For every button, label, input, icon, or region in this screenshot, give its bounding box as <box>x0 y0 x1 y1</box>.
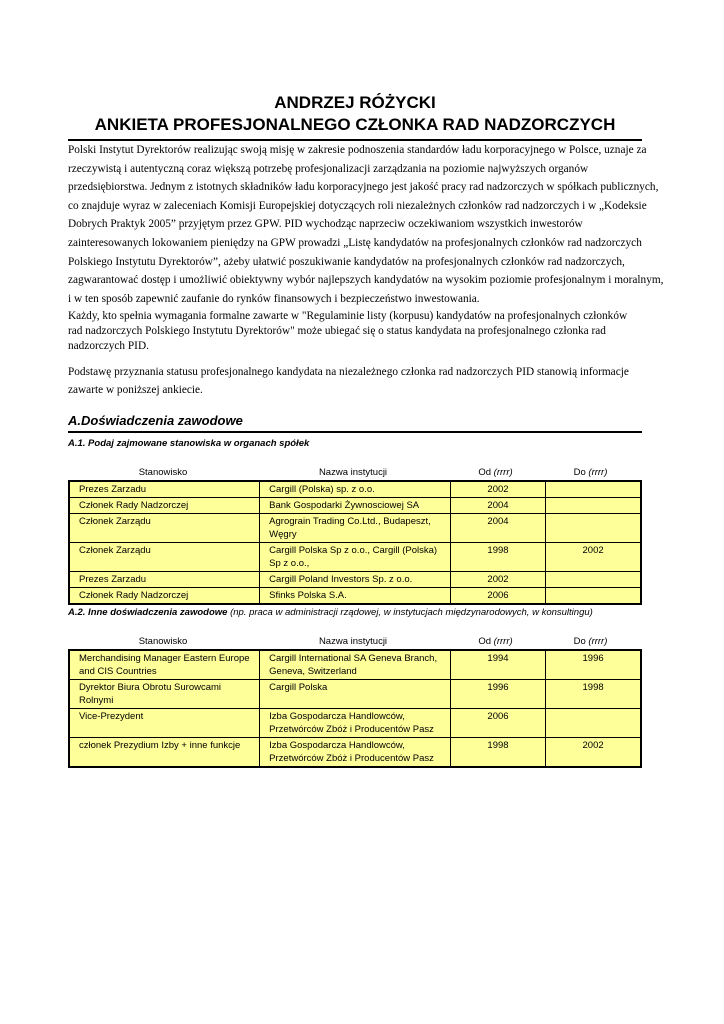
cell-to[interactable] <box>546 514 641 543</box>
eligibility-paragraph: Każdy, kto spełnia wymagania formalne zawarte w "Regulaminie listy (korpusu) kandydatów na profesjonalnych członków rad nadzorczych Polskiego Instytutu Dyrektorów" może ubiegać się o status kandydata na profesjonalnego członka rad nadzorczych PID. <box>68 310 628 353</box>
table-row <box>69 543 641 572</box>
cell-to[interactable] <box>546 481 641 498</box>
a1-header-from: Od (rrrr) <box>478 467 513 479</box>
intro-line: przedsiębiorstwa. Jednym z istotnych składników ładu korporacyjnego jest jakość pracy rad nadzorczych w spółkach publicznych, <box>68 181 659 194</box>
cell-from[interactable]: 2006 <box>450 588 545 605</box>
a1-header-to: Do (rrrr) <box>573 467 608 479</box>
intro-line: co znajduje wyraz w zaleceniach Komisji Europejskiej dotyczących roli niezależnych członków rad nadzorczych i w „Kodeksie <box>68 199 647 212</box>
cell-institution[interactable]: Cargill Poland Investors Sp. z o.o. <box>260 572 451 588</box>
cell-institution[interactable]: Bank Gospodarki Żywnosciowej SA <box>260 498 451 514</box>
intro-line: Polskiego Instytutu Dyrektorów”, ażeby ułatwić poszukiwanie kandydatów na profesjonalnych członków rad nadzorczych, <box>68 255 625 268</box>
intro-line: i w ten sposób zapewnić zaufanie do rynków finansowych i bezpieczeństwo inwestowania. <box>68 292 480 305</box>
intro-line: Dobrych Praktyk 2005” przyjętym przez GPW. PID wychodząc naprzeciw oczekiwaniom wszystkich inwestorów <box>68 218 583 231</box>
cell-institution[interactable]: Agrograin Trading Co.Ltd., Budapeszt, Węgry <box>260 514 451 543</box>
cell-to[interactable] <box>546 709 641 738</box>
a2-header-from: Od (rrrr) <box>478 636 513 648</box>
table-row <box>69 572 641 588</box>
table-row <box>69 650 641 680</box>
cell-from[interactable]: 2006 <box>450 709 545 738</box>
cell-position[interactable]: Prezes Zarzadu <box>69 481 260 498</box>
cell-institution[interactable]: Cargill (Polska) sp. z o.o. <box>260 481 451 498</box>
cell-position[interactable]: Vice-Prezydent <box>69 709 260 738</box>
cell-to[interactable]: 1996 <box>546 650 641 680</box>
cell-to[interactable] <box>546 588 641 605</box>
table-row <box>69 514 641 543</box>
cell-to[interactable]: 2002 <box>546 738 641 768</box>
a2-header-institution: Nazwa instytucji <box>318 636 388 648</box>
table-row <box>69 588 641 605</box>
cell-institution[interactable]: Cargill Polska <box>260 680 451 709</box>
a2-header-to: Do (rrrr) <box>573 636 608 648</box>
cell-position[interactable]: Członek Zarządu <box>69 543 260 572</box>
intro-paragraph <box>68 141 664 308</box>
intro-line: zainteresowanych lokowaniem pieniędzy na GPW prowadzi „Listę kandydatów na profesjonalnych członków rad nadzorczych <box>68 236 642 249</box>
document-title: ANKIETA PROFESJONALNEGO CZŁONKA RAD NADZORCZYCH <box>94 115 616 134</box>
table-row <box>69 738 641 768</box>
cell-from[interactable]: 2002 <box>450 481 545 498</box>
table-row <box>69 498 641 514</box>
cell-to[interactable] <box>546 498 641 514</box>
cell-from[interactable]: 1998 <box>450 738 545 768</box>
cell-institution[interactable]: Cargill Polska Sp z o.o., Cargill (Polska) Sp z o.o., <box>260 543 451 572</box>
basis-paragraph: Podstawę przyznania statusu profesjonalnego kandydata na niezależnego członka rad nadzorczych PID stanowią informacje zawarte w poniższej ankiecie. <box>68 366 629 397</box>
table-row <box>69 709 641 738</box>
cell-from[interactable]: 2002 <box>450 572 545 588</box>
cell-position[interactable]: Członek Rady Nadzorczej <box>69 498 260 514</box>
cell-to[interactable]: 1998 <box>546 680 641 709</box>
table-row <box>69 481 641 498</box>
cell-position[interactable]: Dyrektor Biura Obrotu Surowcami Rolnymi <box>69 680 260 709</box>
cell-position[interactable]: Członek Rady Nadzorczej <box>69 588 260 605</box>
a2-title: A.2. Inne doświadczenia zawodowe (np. praca w administracji rządowej, w instytucjach międzynarodowych, w konsultingu) <box>68 607 593 619</box>
intro-line: Polski Instytut Dyrektorów realizując swoją misję w zakresie podnoszenia standardów ładu korporacyjnego w Polsce, uznaje za <box>68 144 647 156</box>
cell-from[interactable]: 2004 <box>450 498 545 514</box>
cell-from[interactable]: 1998 <box>450 543 545 572</box>
cell-position[interactable]: członek Prezydium Izby + inne funkcje <box>69 738 260 768</box>
cell-from[interactable]: 1994 <box>450 650 545 680</box>
a1-header-position: Stanowisko <box>138 467 188 479</box>
a1-table <box>68 480 642 605</box>
intro-line: zagwarantować dostęp i umożliwić obiektywny wybór najlepszych kandydatów na wysokim poziomie profesjonalnym i moralnym, <box>68 274 664 287</box>
section-a-title: A.Doświadczenia zawodowe <box>68 413 243 429</box>
cell-from[interactable]: 2004 <box>450 514 545 543</box>
cell-institution[interactable]: Sfinks Polska S.A. <box>260 588 451 605</box>
document-page <box>68 0 664 768</box>
cell-to[interactable]: 2002 <box>546 543 641 572</box>
table-row <box>69 680 641 709</box>
a1-column-headers <box>68 466 642 480</box>
cell-institution[interactable]: Izba Gospodarcza Handlowców, Przetwórców Zbóż i Producentów Pasz <box>260 738 451 768</box>
a2-column-headers <box>68 635 642 649</box>
a1-header-institution: Nazwa instytucji <box>318 467 388 479</box>
a2-header-position: Stanowisko <box>138 636 188 648</box>
a2-note: (np. praca w administracji rządowej, w instytucjach międzynarodowych, w konsultingu) <box>230 607 593 619</box>
a2-table <box>68 649 642 768</box>
cell-position[interactable]: Prezes Zarzadu <box>69 572 260 588</box>
cell-institution[interactable]: Cargill International SA Geneva Branch, Geneva, Switzerland <box>260 650 451 680</box>
cell-position[interactable]: Merchandising Manager Eastern Europe and CIS Countries <box>69 650 260 680</box>
a1-title: A.1. Podaj zajmowane stanowiska w organach spółek <box>68 438 310 450</box>
cell-from[interactable]: 1996 <box>450 680 545 709</box>
section-a-divider <box>68 431 642 433</box>
cell-institution[interactable]: Izba Gospodarcza Handlowców, Przetwórców Zbóż i Producentów Pasz <box>260 709 451 738</box>
cell-position[interactable]: Członek Zarządu <box>69 514 260 543</box>
intro-line: rzeczywistą i autentyczną coraz większą potrzebę profesjonalizacji zarządzania na poziomie najwyższych organów <box>68 162 589 175</box>
author-name: ANDRZEJ RÓŻYCKI <box>274 93 436 112</box>
cell-to[interactable] <box>546 572 641 588</box>
